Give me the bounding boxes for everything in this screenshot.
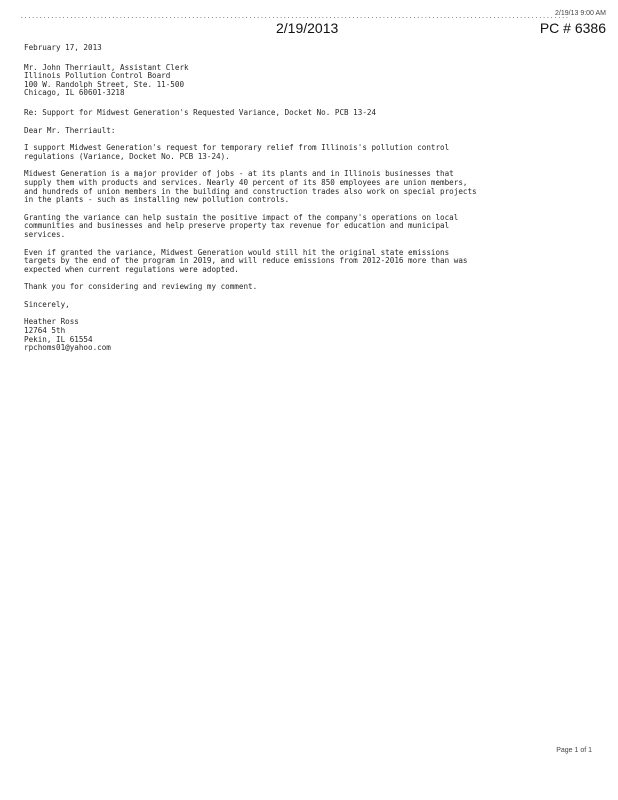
paragraph (24, 283, 584, 292)
subject-line: Re: Support for Midwest Generation's Requested Variance, Docket No. PCB 13-24 (24, 107, 377, 117)
paragraph-line: and hundreds of union members in the building and construction trades also work on special projects (24, 186, 477, 196)
paragraph-line: Thank you for considering and reviewing my comment. (24, 282, 258, 292)
signature-email: rpchoms01@yahoo.com (24, 343, 111, 353)
paragraph-line: Granting the variance can help sustain the positive impact of the company's operations on local (24, 212, 459, 222)
signature-name: Heather Ross (24, 317, 79, 327)
recipient-line: Illinois Pollution Control Board (24, 71, 171, 81)
paragraph-line: Even if granted the variance, Midwest Generation would still hit the original state emissions (24, 247, 450, 257)
paragraph-line: supply them with products and services. Nearly 40 percent of its 850 employees are union members, (24, 177, 468, 187)
letter-body (24, 44, 584, 353)
signature-city: Pekin, IL 61554 (24, 334, 93, 344)
paragraph-line: Midwest Generation is a major provider of jobs - at its plants and in Illinois businesses that (24, 169, 454, 179)
paragraph-line: communities and businesses and help preserve property tax revenue for education and municipal (24, 221, 450, 231)
recipient-address-block (24, 64, 584, 98)
letter-date: February 17, 2013 (24, 43, 102, 52)
paragraph (24, 170, 584, 204)
closing: Sincerely, (24, 299, 70, 309)
filing-date-stamp: 2/19/2013 (276, 20, 339, 36)
paragraph (24, 144, 584, 161)
paragraph-line: in the plants - such as installing new pollution controls. (24, 195, 290, 205)
fax-transmission-header: ................................................................................................................................................ (20, 13, 569, 20)
public-comment-number: PC # 6386 (539, 20, 606, 36)
paragraph (24, 249, 584, 275)
paragraph-line: I support Midwest Generation's request for temporary relief from Illinois's pollution control (24, 143, 450, 153)
recipient-line: 100 W. Randolph Street, Ste. 11-500 (24, 79, 185, 89)
signature-address: 12764 5th (24, 326, 66, 336)
fax-received-date: 2/19/13 9:00 AM (555, 10, 606, 17)
paragraph-line: targets by the end of the program in 2019, and will reduce emissions from 2012-2016 more than was (24, 256, 468, 266)
paragraph-line: expected when current regulations were adopted. (24, 264, 239, 274)
salutation: Dear Mr. Therriault: (24, 125, 116, 135)
recipient-line: Chicago, IL 60601-3218 (24, 88, 125, 98)
recipient-line: Mr. John Therriault, Assistant Clerk (24, 62, 189, 72)
signature-block (24, 318, 584, 352)
paragraph-line: regulations (Variance, Docket No. PCB 13-24). (24, 151, 230, 161)
page-number: Page 1 of 1 (556, 747, 592, 754)
paragraph (24, 214, 584, 240)
paragraph-line: services. (24, 229, 66, 239)
